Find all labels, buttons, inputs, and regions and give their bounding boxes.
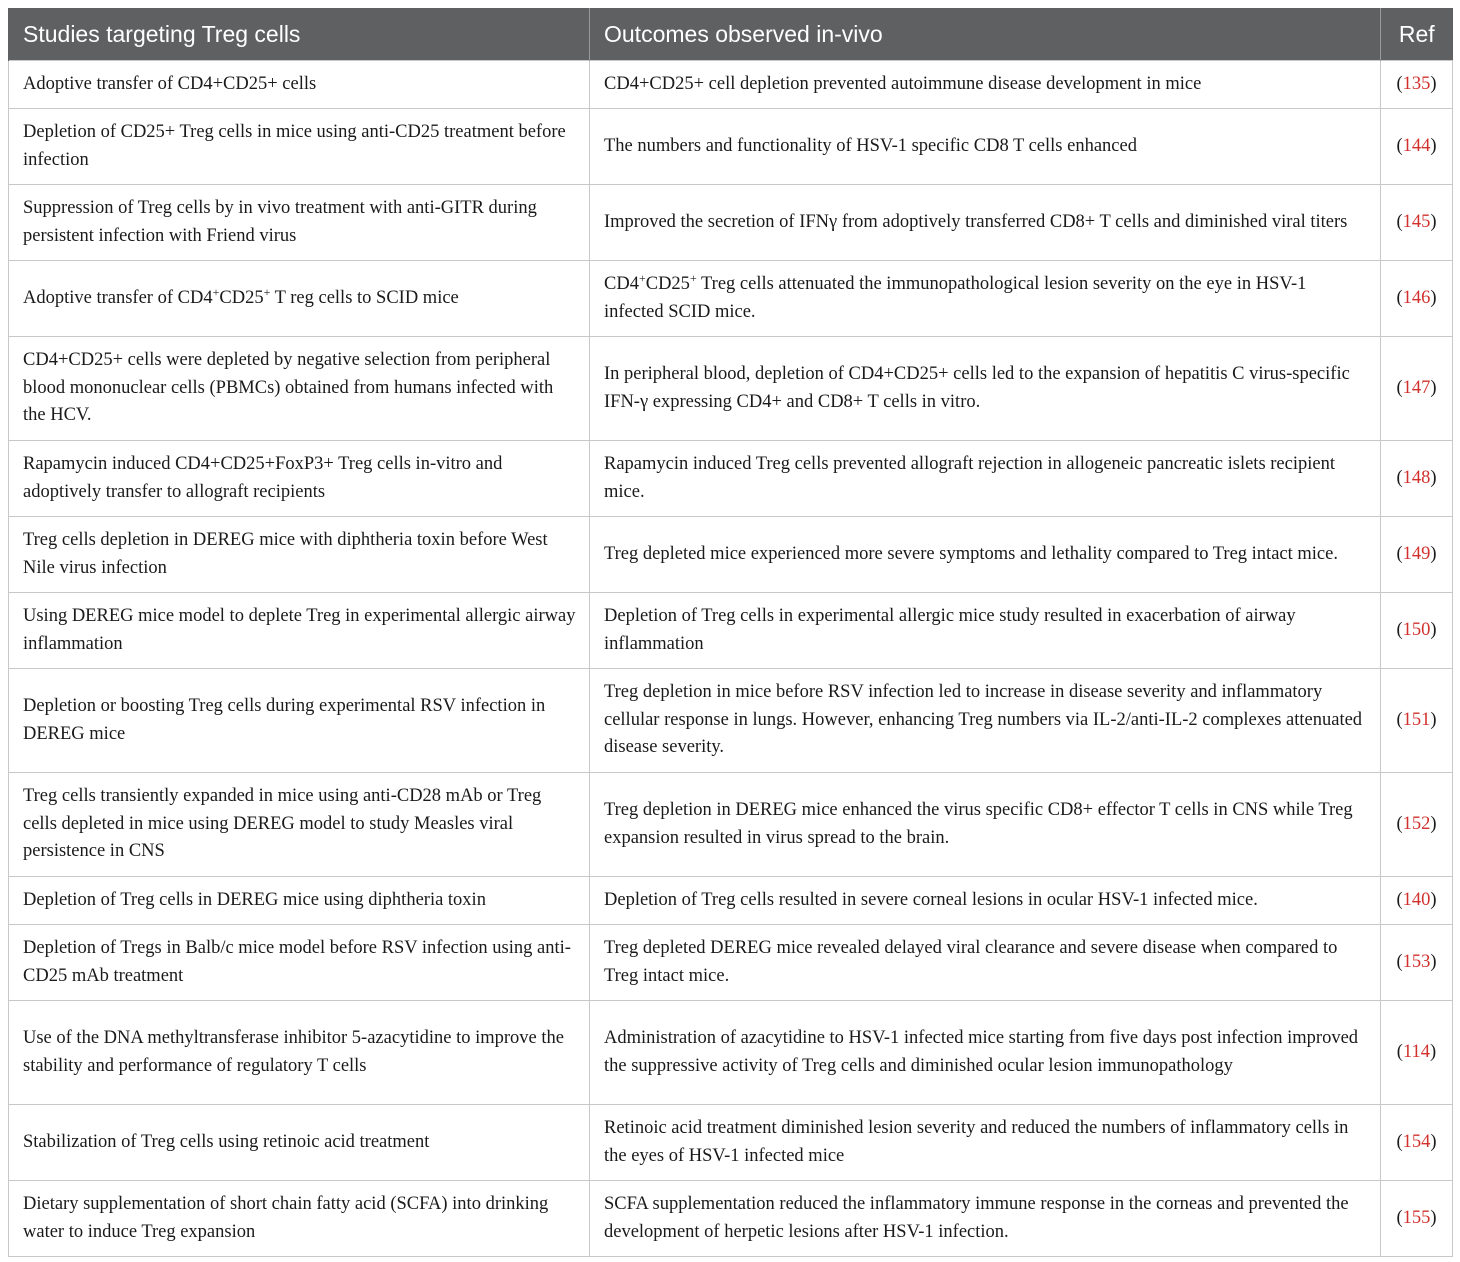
outcome-cell: Retinoic acid treatment diminished lesion severity and reduced the numbers of inflammatory cells in the eyes of HSV-1 infected mice (590, 1105, 1381, 1181)
ref-link[interactable]: 153 (1402, 951, 1431, 972)
ref-close-paren: ) (1430, 287, 1437, 308)
study-cell: Stabilization of Treg cells using retinoic acid treatment (9, 1105, 590, 1181)
table-body (9, 61, 1453, 1257)
superscript: + (638, 270, 646, 285)
text-segment: CD4 (604, 273, 639, 294)
ref-link[interactable]: 145 (1402, 211, 1431, 232)
ref-open-paren: ( (1396, 467, 1403, 488)
outcome-cell (590, 261, 1381, 337)
table-row (9, 669, 1453, 773)
ref-close-paren: ) (1430, 211, 1437, 232)
outcome-cell: Treg depleted DEREG mice revealed delayed viral clearance and severe disease when compared to Treg intact mice. (590, 925, 1381, 1001)
ref-cell (1381, 441, 1453, 517)
study-cell (9, 261, 590, 337)
superscript: + (263, 284, 271, 299)
study-cell: Rapamycin induced CD4+CD25+FoxP3+ Treg cells in-vitro and adoptively transfer to allograft recipients (9, 441, 590, 517)
header-outcomes: Outcomes observed in-vivo (590, 8, 1381, 61)
outcome-cell: The numbers and functionality of HSV-1 specific CD8 T cells enhanced (590, 109, 1381, 185)
table-row (9, 593, 1453, 669)
ref-close-paren: ) (1430, 813, 1437, 834)
ref-open-paren: ( (1396, 1207, 1403, 1228)
ref-open-paren: ( (1396, 951, 1403, 972)
ref-close-paren: ) (1430, 1131, 1437, 1152)
ref-link[interactable]: 146 (1402, 287, 1431, 308)
ref-open-paren: ( (1396, 73, 1403, 94)
ref-link[interactable]: 151 (1402, 709, 1431, 730)
ref-cell (1381, 593, 1453, 669)
ref-cell (1381, 261, 1453, 337)
table-header (9, 8, 1453, 61)
ref-open-paren: ( (1396, 287, 1403, 308)
ref-cell (1381, 337, 1453, 441)
ref-close-paren: ) (1430, 1207, 1437, 1228)
study-cell: Suppression of Treg cells by in vivo treatment with anti-GITR during persistent infection with Friend virus (9, 185, 590, 261)
ref-open-paren: ( (1396, 377, 1403, 398)
ref-link[interactable]: 114 (1402, 1041, 1431, 1062)
ref-link[interactable]: 150 (1402, 619, 1431, 640)
ref-cell (1381, 877, 1453, 925)
ref-link[interactable]: 148 (1402, 467, 1431, 488)
text-segment: T reg cells to SCID mice (270, 287, 459, 308)
text-segment: CD25 (645, 273, 690, 294)
table-row (9, 1001, 1453, 1105)
outcome-cell: Treg depletion in DEREG mice enhanced the virus specific CD8+ effector T cells in CNS while Treg expansion resulted in virus spread to the brain. (590, 773, 1381, 877)
outcome-cell: Depletion of Treg cells in experimental allergic mice study resulted in exacerbation of airway inflammation (590, 593, 1381, 669)
ref-close-paren: ) (1430, 951, 1437, 972)
table-row (9, 1181, 1453, 1257)
ref-close-paren: ) (1430, 889, 1437, 910)
table-row (9, 877, 1453, 925)
outcome-cell: Treg depleted mice experienced more severe symptoms and lethality compared to Treg intact mice. (590, 517, 1381, 593)
ref-close-paren: ) (1430, 619, 1437, 640)
ref-link[interactable]: 152 (1402, 813, 1431, 834)
ref-open-paren: ( (1396, 211, 1403, 232)
superscript: + (212, 284, 220, 299)
outcome-cell: Depletion of Treg cells resulted in severe corneal lesions in ocular HSV-1 infected mice. (590, 877, 1381, 925)
outcome-cell: Treg depletion in mice before RSV infection led to increase in disease severity and inflammatory cellular response in lungs. However, enhancing Treg numbers via IL-2/anti-IL-2 complexes attenuated disease severity. (590, 669, 1381, 773)
text-segment: Adoptive transfer of CD4 (23, 287, 213, 308)
header-studies: Studies targeting Treg cells (9, 8, 590, 61)
ref-close-paren: ) (1430, 73, 1437, 94)
ref-cell (1381, 185, 1453, 261)
table-row (9, 925, 1453, 1001)
table-row (9, 185, 1453, 261)
ref-cell (1381, 925, 1453, 1001)
ref-link[interactable]: 154 (1402, 1131, 1431, 1152)
ref-open-paren: ( (1396, 889, 1403, 910)
table-row (9, 61, 1453, 109)
ref-close-paren: ) (1430, 543, 1437, 564)
ref-close-paren: ) (1430, 135, 1437, 156)
study-cell: Depletion of Treg cells in DEREG mice using diphtheria toxin (9, 877, 590, 925)
ref-link[interactable]: 149 (1402, 543, 1431, 564)
ref-link[interactable]: 144 (1402, 135, 1431, 156)
ref-cell (1381, 773, 1453, 877)
outcome-cell: SCFA supplementation reduced the inflammatory immune response in the corneas and prevented the development of herpetic lesions after HSV-1 infection. (590, 1181, 1381, 1257)
ref-open-paren: ( (1396, 543, 1403, 564)
study-cell: Adoptive transfer of CD4+CD25+ cells (9, 61, 590, 109)
ref-cell (1381, 109, 1453, 185)
ref-open-paren: ( (1396, 709, 1403, 730)
study-cell: CD4+CD25+ cells were depleted by negative selection from peripheral blood mononuclear cells (PBMCs) obtained from humans infected with the HCV. (9, 337, 590, 441)
header-ref: Ref (1381, 8, 1453, 61)
text-segment: CD25 (219, 287, 264, 308)
ref-cell (1381, 1001, 1453, 1105)
table-row (9, 441, 1453, 517)
superscript: + (689, 270, 697, 285)
ref-link[interactable]: 135 (1402, 73, 1431, 94)
table-row (9, 773, 1453, 877)
ref-link[interactable]: 147 (1402, 377, 1431, 398)
ref-open-paren: ( (1396, 619, 1403, 640)
outcome-cell: Improved the secretion of IFNγ from adoptively transferred CD8+ T cells and diminished viral titers (590, 185, 1381, 261)
ref-cell (1381, 61, 1453, 109)
ref-open-paren: ( (1396, 1131, 1403, 1152)
table-row (9, 109, 1453, 185)
outcome-cell: Rapamycin induced Treg cells prevented allograft rejection in allogeneic pancreatic islets recipient mice. (590, 441, 1381, 517)
ref-cell (1381, 669, 1453, 773)
ref-cell (1381, 1181, 1453, 1257)
ref-link[interactable]: 155 (1402, 1207, 1431, 1228)
ref-open-paren: ( (1396, 813, 1403, 834)
ref-cell (1381, 1105, 1453, 1181)
study-cell: Depletion of CD25+ Treg cells in mice using anti-CD25 treatment before infection (9, 109, 590, 185)
ref-close-paren: ) (1430, 1041, 1437, 1062)
ref-close-paren: ) (1430, 377, 1437, 398)
study-cell: Treg cells transiently expanded in mice using anti-CD28 mAb or Treg cells depleted in mice using DEREG model to study Measles viral persistence in CNS (9, 773, 590, 877)
ref-open-paren: ( (1396, 1041, 1403, 1062)
ref-link[interactable]: 140 (1402, 889, 1431, 910)
table-row (9, 337, 1453, 441)
study-cell: Dietary supplementation of short chain fatty acid (SCFA) into drinking water to induce Treg expansion (9, 1181, 590, 1257)
ref-close-paren: ) (1430, 467, 1437, 488)
ref-cell (1381, 517, 1453, 593)
outcome-cell: Administration of azacytidine to HSV-1 infected mice starting from five days post infection improved the suppressive activity of Treg cells and diminished ocular lesion immunopathology (590, 1001, 1381, 1105)
outcome-cell: CD4+CD25+ cell depletion prevented autoimmune disease development in mice (590, 61, 1381, 109)
study-cell: Depletion or boosting Treg cells during experimental RSV infection in DEREG mice (9, 669, 590, 773)
ref-open-paren: ( (1396, 135, 1403, 156)
study-cell: Using DEREG mice model to deplete Treg in experimental allergic airway inflammation (9, 593, 590, 669)
outcome-cell: In peripheral blood, depletion of CD4+CD25+ cells led to the expansion of hepatitis C virus-specific IFN-γ expressing CD4+ and CD8+ T cells in vitro. (590, 337, 1381, 441)
study-cell: Depletion of Tregs in Balb/c mice model before RSV infection using anti-CD25 mAb treatment (9, 925, 590, 1001)
table-row (9, 261, 1453, 337)
table-row (9, 1105, 1453, 1181)
study-cell: Use of the DNA methyltransferase inhibitor 5-azacytidine to improve the stability and performance of regulatory T cells (9, 1001, 590, 1105)
ref-close-paren: ) (1430, 709, 1437, 730)
study-cell: Treg cells depletion in DEREG mice with diphtheria toxin before West Nile virus infection (9, 517, 590, 593)
header-row (9, 8, 1453, 61)
text-segment: Treg cells attenuated the immunopathological lesion severity on the eye in HSV-1 infected SCID mice. (604, 273, 1307, 322)
treg-studies-table (8, 8, 1453, 1257)
table-row (9, 517, 1453, 593)
